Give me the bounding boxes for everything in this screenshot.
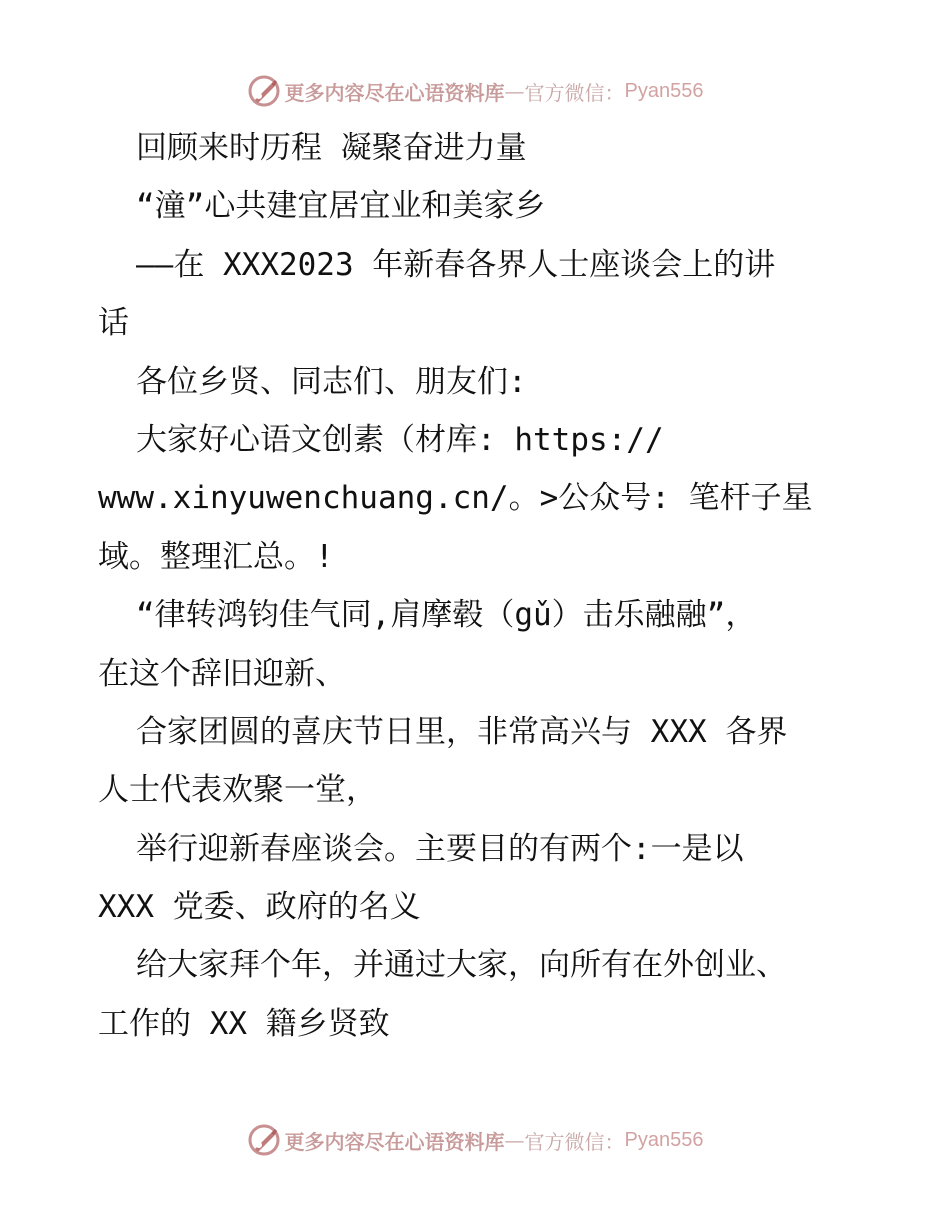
watermark-dash: — — [504, 1128, 525, 1152]
doc-paragraph-line: 人士代表欢聚一堂， — [98, 772, 377, 809]
watermark-dash: — — [504, 79, 525, 103]
watermark-site-text: 更多内容尽在心语资料库 — [284, 1129, 505, 1154]
doc-paragraph-line: 合家团圆的喜庆节日里，非常高兴与 XXX 各界 — [136, 713, 788, 750]
doc-paragraph-line: 在这个辞旧迎新、 — [98, 655, 346, 692]
watermark-wechat-id: Pyan556 — [624, 1128, 704, 1151]
doc-paragraph-line: www.xinyuwenchuang.cn/。>公众号: 笔杆子星 — [98, 480, 813, 517]
doc-paragraph-line: 大家好心语文创素（材库: https:// — [136, 421, 664, 458]
doc-paragraph-line: 域。整理汇总。! — [98, 538, 334, 575]
pen-seal-logo-icon — [247, 1123, 281, 1157]
watermark-site-text: 更多内容尽在心语资料库 — [284, 80, 505, 105]
doc-paragraph-line: XXX 党委、政府的名义 — [98, 889, 421, 926]
doc-byline-cont: 话 — [98, 305, 129, 342]
watermark-wechat-id: Pyan556 — [624, 79, 704, 102]
doc-subtitle: “潼”心共建宜居宜业和美家乡 — [136, 188, 546, 225]
document-body — [98, 119, 858, 1053]
footer-watermark — [0, 1120, 950, 1160]
doc-title: 回顾来时历程 凝聚奋进力量 — [136, 130, 527, 166]
pen-seal-logo-icon — [247, 74, 281, 108]
doc-salutation: 各位乡贤、同志们、朋友们: — [136, 363, 527, 400]
doc-byline: ——在 XXX2023 年新春各界人士座谈会上的讲 — [136, 246, 776, 283]
watermark-wechat-label: 官方微信： — [524, 1129, 625, 1154]
doc-paragraph-line: 工作的 XX 籍乡贤致 — [98, 1005, 390, 1042]
header-watermark — [0, 71, 950, 111]
doc-paragraph-line: 举行迎新春座谈会。主要目的有两个:一是以 — [136, 830, 744, 867]
doc-paragraph-line: “律转鸿钧佳气同,肩摩毂（gǔ）击乐融融”， — [136, 597, 757, 634]
doc-paragraph-line: 给大家拜个年，并通过大家，向所有在外创业、 — [136, 947, 787, 984]
watermark-wechat-label: 官方微信： — [524, 80, 625, 105]
